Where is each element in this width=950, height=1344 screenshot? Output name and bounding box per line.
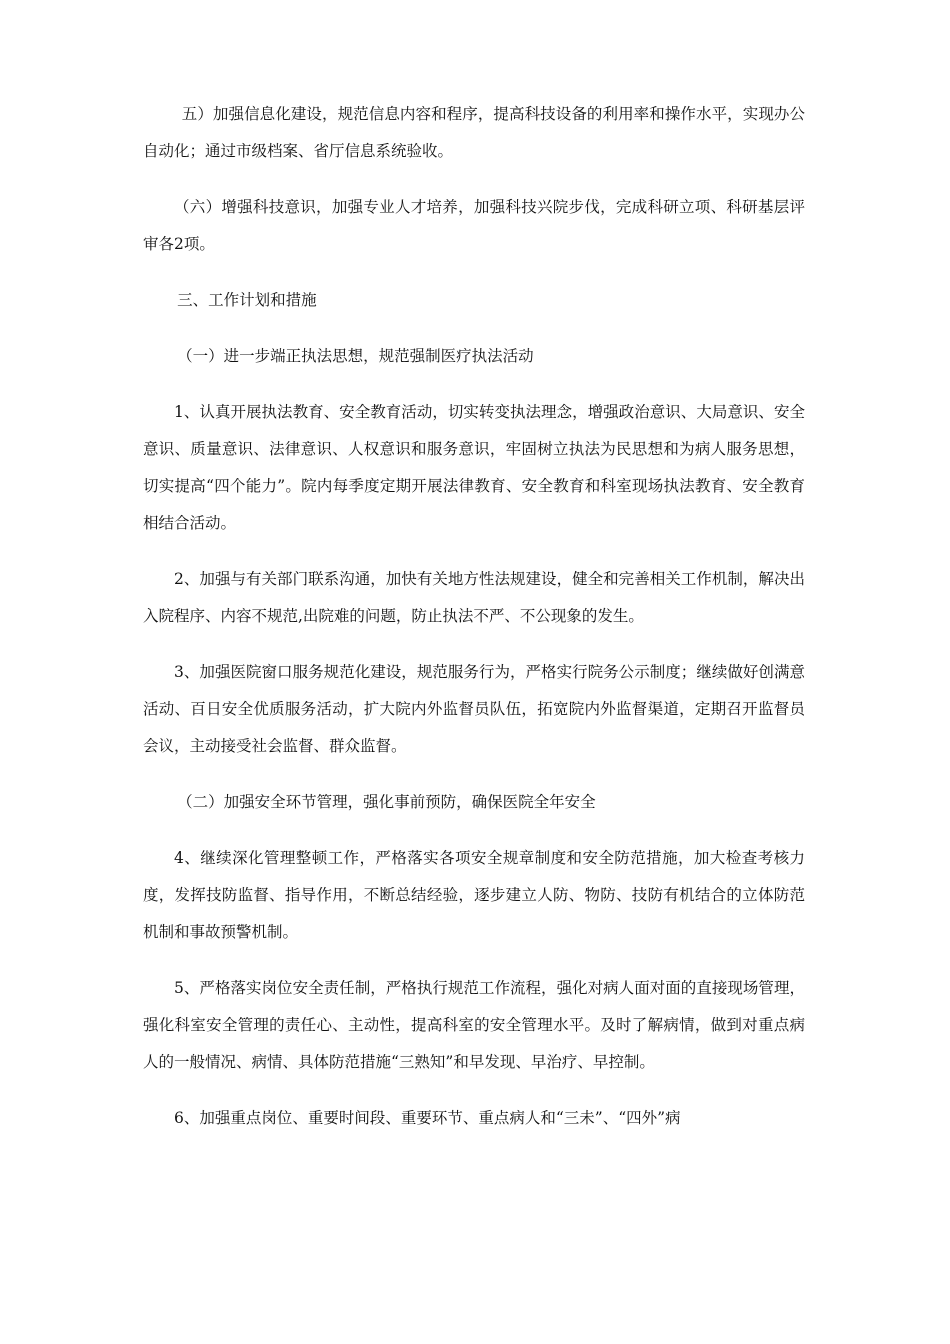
section-heading-work-plan: 三、工作计划和措施 — [177, 291, 317, 309]
subsection-heading-law-enforcement: （一）进一步端正执法思想，规范强制医疗执法活动 — [177, 347, 534, 365]
paragraph-technology-awareness: （六）增强科技意识，加强专业人才培养，加强科技兴院步伐，完成科研立项、科研基层评审各2项。 — [143, 198, 805, 253]
paragraph-item-5: 5、严格落实岗位安全责任制，严格执行规范工作流程，强化对病人面对面的直接现场管理，强化科室安全管理的责任心、主动性，提高科室的安全管理水平。及时了解病情，做到对重点病人的一般情况、病情、具体防范措施“三熟知”和早发现、早治疗、早控制。 — [143, 979, 805, 1071]
subsection-heading-safety: （二）加强安全环节管理，强化事前预防，确保医院全年安全 — [177, 793, 596, 811]
paragraph-item-1: 1、认真开展执法教育、安全教育活动，切实转变执法理念，增强政治意识、大局意识、安全意识、质量意识、法律意识、人权意识和服务意识，牢固树立执法为民思想和为病人服务思想，切实提高“四个能力”。院内每季度定期开展法律教育、安全教育和科室现场执法教育、安全教育相结合活动。 — [143, 403, 805, 532]
paragraph-item-6: 6、加强重点岗位、重要时间段、重要环节、重点病人和“三未”、“四外”病 — [174, 1109, 681, 1127]
paragraph-item-2: 2、加强与有关部门联系沟通，加快有关地方性法规建设，健全和完善相关工作机制，解决出入院程序、内容不规范,出院难的问题，防止执法不严、不公现象的发生。 — [143, 570, 805, 625]
document-body — [143, 96, 805, 1156]
paragraph-informatization: 五）加强信息化建设，规范信息内容和程序，提高科技设备的利用率和操作水平，实现办公自动化；通过市级档案、省厅信息系统验收。 — [143, 105, 805, 160]
paragraph-item-3: 3、加强医院窗口服务规范化建设，规范服务行为，严格实行院务公示制度；继续做好创满意活动、百日安全优质服务活动，扩大院内外监督员队伍，拓宽院内外监督渠道，定期召开监督员会议，主动接受社会监督、群众监督。 — [143, 663, 805, 755]
paragraph-item-4: 4、继续深化管理整顿工作，严格落实各项安全规章制度和安全防范措施，加大检查考核力度，发挥技防监督、指导作用，不断总结经验，逐步建立人防、物防、技防有机结合的立体防范机制和事故预警机制。 — [143, 849, 805, 941]
